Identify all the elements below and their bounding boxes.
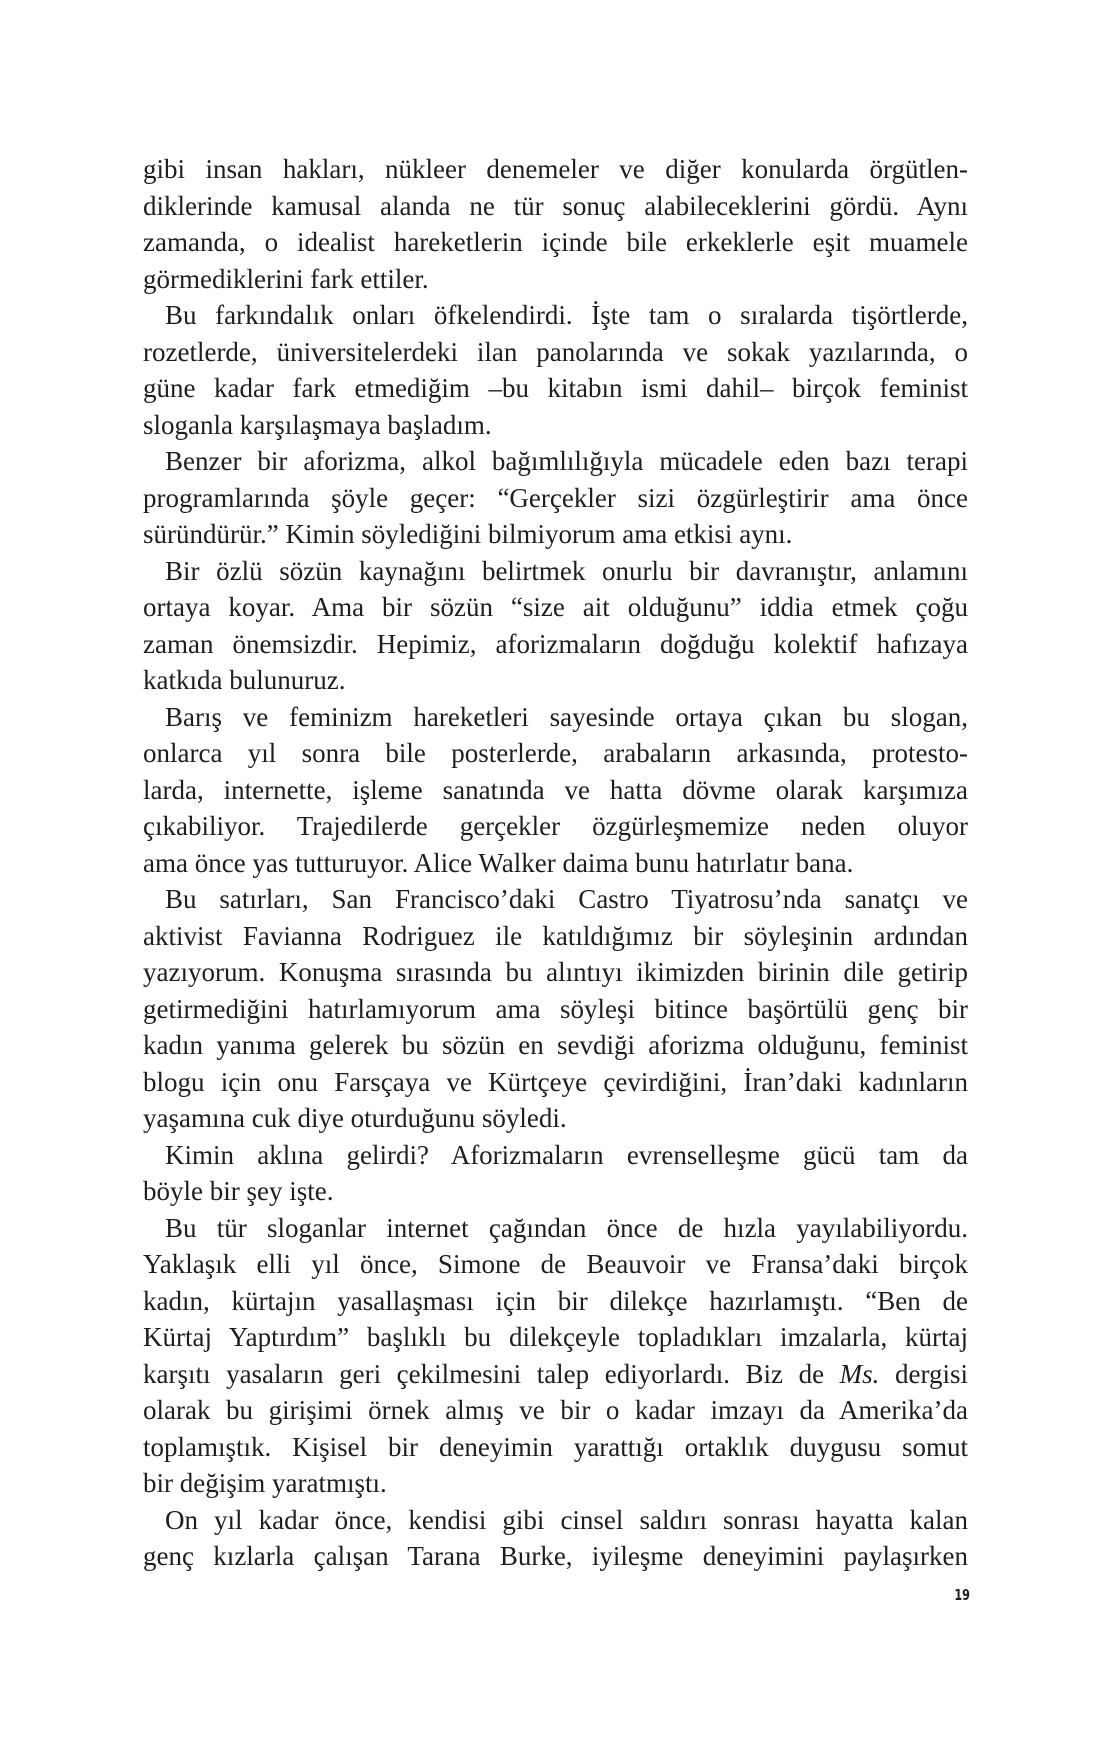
text-line: On yıl kadar önce, kendisi gibi cinsel saldırı sonrası hayatta kalan: [165, 1504, 968, 1535]
paragraph: [143, 1210, 968, 1502]
text-line: zaman önemsizdir. Hepimiz, aforizmaların doğduğu kolektif hafızaya: [143, 628, 968, 659]
text-line: diklerinde kamusal alanda ne tür sonuç alabileceklerini gördü. Aynı: [143, 190, 968, 221]
text-line: süründürür.” Kimin söylediğini bilmiyorum ama etkisi aynı.: [143, 519, 793, 549]
text-line: larda, internette, işleme sanatında ve hatta dövme olarak karşımıza: [143, 774, 968, 805]
text-line: çıkabiliyor. Trajedilerde gerçekler özgürleşmemize neden oluyor: [143, 811, 968, 841]
text-line: Kimin aklına gelirdi? Aforizmaların evrenselleşme gücü tam da: [165, 1139, 968, 1170]
paragraph: [143, 151, 968, 297]
text-line: Bu satırları, San Francisco’daki Castro Tiyatrosu’nda sanatçı ve: [165, 884, 968, 914]
text-line: Kürtaj Yaptırdım” başlıklı bu dilekçeyle topladıkları imzalarla, kürtaj: [143, 1322, 968, 1352]
text-line: yazıyorum. Konuşma sırasında bu alıntıyı ikimizden birinin dile getirip: [143, 957, 968, 987]
text-line: rozetlerde, üniversitelerdeki ilan panolarında ve sokak yazılarında, o: [143, 336, 968, 367]
text-line: Benzer bir aforizma, alkol bağımlılığıyla mücadele eden bazı terapi: [165, 446, 968, 476]
magazine-title: Ms.: [839, 1358, 880, 1389]
page-number: 19: [954, 1586, 970, 1604]
text-line: olarak bu girişimi örnek almış ve bir o kadar imzayı da Amerika’da: [143, 1395, 968, 1425]
paragraph: [143, 1137, 968, 1210]
paragraph: [143, 443, 968, 553]
text-line: programlarında şöyle geçer: “Gerçekler sizi özgürleştirir ama önce: [143, 482, 968, 513]
text-line: genç kızlarla çalışan Tarana Burke, iyileşme deneyimini paylaşırken: [143, 1541, 968, 1571]
text-line: karşıtı yasaların geri çekilmesini talep ediyorlardı. Biz de Ms. dergisi: [143, 1358, 968, 1389]
text-line: onlarca yıl sonra bile posterlerde, arabaların arkasında, protesto-: [143, 738, 968, 768]
text-line: bir değişim yaratmıştı.: [143, 1468, 387, 1498]
text-line: Barış ve feminizm hareketleri sayesinde ortaya çıkan bu slogan,: [165, 701, 968, 732]
paragraph: [143, 553, 968, 699]
text-line: güne kadar fark etmediğim –bu kitabın ismi dahil– birçok feminist: [143, 373, 968, 403]
text-line: böyle bir şey işte.: [143, 1176, 334, 1206]
paragraph: [143, 1502, 968, 1575]
body-text: [143, 151, 968, 1575]
text-line: Bu tür sloganlar internet çağından önce de hızla yayılabiliyordu.: [165, 1212, 968, 1243]
text-line: görmediklerini fark ettiler.: [143, 263, 429, 294]
text-line: sloganla karşılaşmaya başladım.: [143, 409, 492, 440]
text-line: Yaklaşık elli yıl önce, Simone de Beauvoir ve Fransa’daki birçok: [143, 1249, 968, 1279]
paragraph: [143, 699, 968, 882]
text-line: kadın yanıma gelerek bu sözün en sevdiği aforizma olduğunu, feminist: [143, 1030, 968, 1060]
paragraph: [143, 297, 968, 443]
text-line: zamanda, o idealist hareketlerin içinde bile erkeklerle eşit muamele: [143, 227, 968, 257]
text-line: katkıda bulunuruz.: [143, 665, 346, 695]
text-line: yaşamına cuk diye oturduğunu söyledi.: [143, 1103, 567, 1133]
text-line: Bir özlü sözün kaynağını belirtmek onurlu bir davranıştır, anlamını: [165, 555, 968, 586]
text-line: Bu farkındalık onları öfkelendirdi. İşte tam o sıralarda tişörtlerde,: [165, 300, 968, 330]
paragraph: [143, 881, 968, 1137]
text-line: toplamıştık. Kişisel bir deneyimin yarattığı ortaklık duygusu somut: [143, 1431, 968, 1462]
text-line: ortaya koyar. Ama bir sözün “size ait olduğunu” iddia etmek çoğu: [143, 592, 968, 622]
text-line: ama önce yas tutturuyor. Alice Walker daima bunu hatırlatır bana.: [143, 847, 854, 878]
text-line: gibi insan hakları, nükleer denemeler ve diğer konularda örgütlen-: [143, 154, 968, 184]
text-line: blogu için onu Farsçaya ve Kürtçeye çevirdiğini, İran’daki kadınların: [143, 1066, 968, 1097]
text-line: kadın, kürtajın yasallaşması için bir dilekçe hazırlamıştı. “Ben de: [143, 1285, 968, 1316]
text-line: aktivist Favianna Rodriguez ile katıldığımız bir söyleşinin ardından: [143, 920, 968, 951]
text-line: getirmediğini hatırlamıyorum ama söyleşi bitince başörtülü genç bir: [143, 993, 968, 1024]
